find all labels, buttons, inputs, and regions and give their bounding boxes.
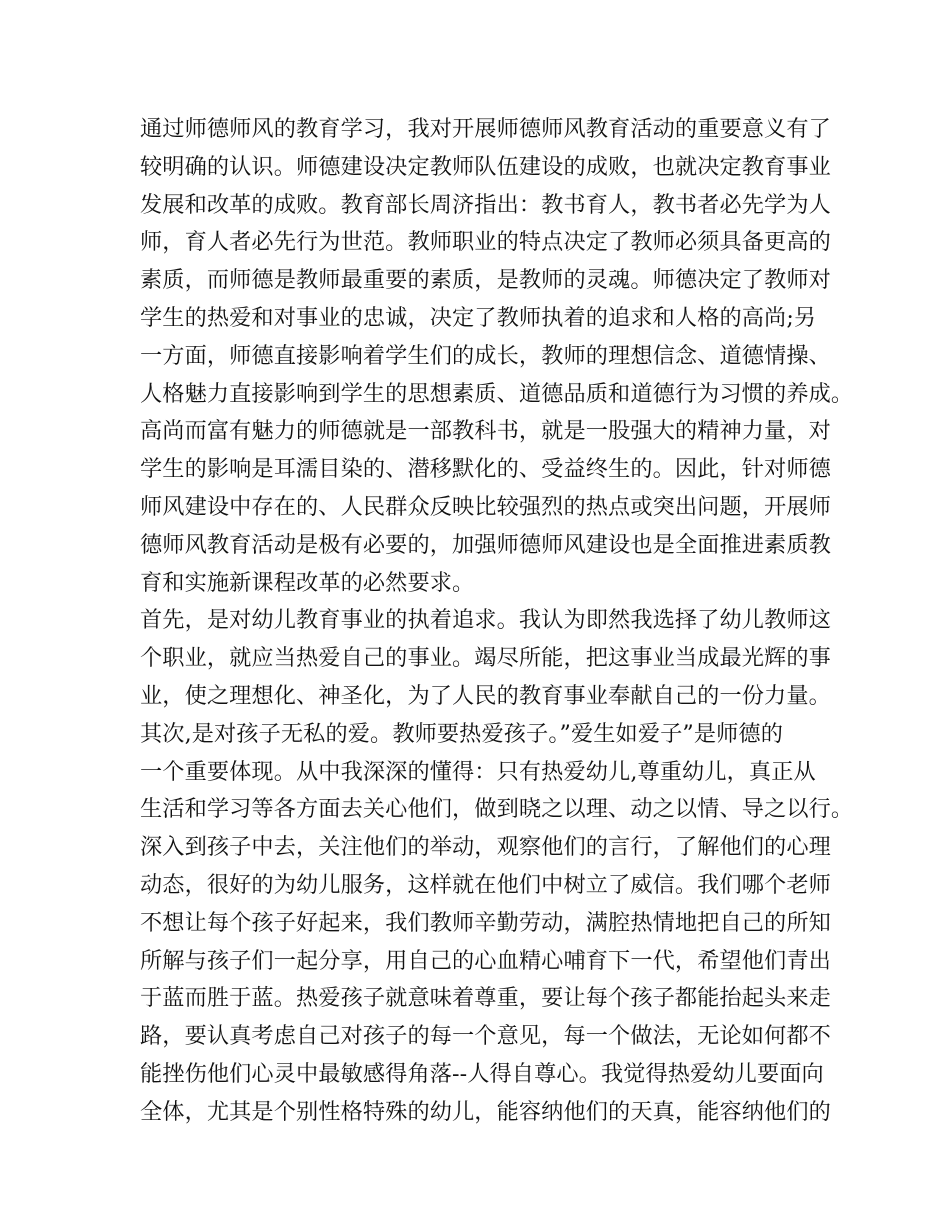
text-line: 生活和学习等各方面去关心他们，做到晓之以理、动之以情、导之以行。 [140, 796, 854, 823]
text-line: 素质，而师德是教师最重要的素质，是教师的灵魂。师德决定了教师对 [140, 267, 831, 294]
text-line: 其次,是对孩子无私的爱。教师要热爱孩子。”爱生如爱子”是师德的 [140, 720, 783, 747]
text-line: 不想让每个孩子好起来，我们教师辛勤劳动，满腔热情地把自己的所知 [140, 909, 831, 936]
text-line: 所解与孩子们一起分享，用自己的心血精心哺育下一代，希望他们青出 [140, 947, 831, 974]
text-line: 一方面，师德直接影响着学生们的成长，教师的理想信念、道德情操、 [140, 342, 831, 369]
text-line: 能挫伤他们心灵中最敏感得角落--人得自尊心。我觉得热爱幼儿要面向 [140, 1060, 824, 1087]
text-line: 个职业，就应当热爱自己的事业。竭尽所能，把这事业当成最光辉的事 [140, 645, 831, 672]
text-line: 首先，是对幼儿教育事业的执着追求。我认为即然我选择了幼儿教师这 [140, 607, 831, 634]
text-line: 师，育人者必先行为世范。教师职业的特点决定了教师必须具备更高的 [140, 229, 831, 256]
text-line: 业，使之理想化、神圣化，为了人民的教育事业奉献自己的一份力量。 [140, 682, 831, 709]
text-line: 发展和改革的成败。教育部长周济指出：教书育人，教书者必先学为人 [140, 191, 831, 218]
text-line: 较明确的认识。师德建设决定教师队伍建设的成败，也就决定教育事业 [140, 153, 831, 180]
text-line: 师风建设中存在的、人民群众反映比较强烈的热点或突出问题，开展师 [140, 493, 831, 520]
text-line: 一个重要体现。从中我深深的懂得：只有热爱幼儿,尊重幼儿，真正从 [140, 758, 816, 785]
text-line: 学生的影响是耳濡目染的、潜移默化的、受益终生的。因此，针对师德 [140, 456, 831, 483]
text-line: 高尚而富有魅力的师德就是一部教科书，就是一股强大的精神力量，对 [140, 418, 831, 445]
text-line: 深入到孩子中去，关注他们的举动，观察他们的言行，了解他们的心理 [140, 834, 831, 861]
document-body [140, 111, 854, 1132]
text-line: 于蓝而胜于蓝。热爱孩子就意味着尊重，要让每个孩子都能抬起头来走 [140, 985, 831, 1012]
text-line: 全体，尤其是个别性格特殊的幼儿，能容纳他们的天真，能容纳他们的 [140, 1098, 831, 1125]
text-line: 路，要认真考虑自己对孩子的每一个意见，每一个做法，无论如何都不 [140, 1023, 831, 1050]
text-line: 学生的热爱和对事业的忠诚，决定了教师执着的追求和人格的高尚;另 [140, 304, 817, 331]
text-line: 通过师德师风的教育学习，我对开展师德师风教育活动的重要意义有了 [140, 116, 831, 142]
text-line: 人格魅力直接影响到学生的思想素质、道德品质和道德行为习惯的养成。 [140, 380, 854, 407]
text-line: 动态，很好的为幼儿服务，这样就在他们中树立了威信。我们哪个老师 [140, 871, 831, 898]
text-line: 德师风教育活动是极有必要的，加强师德师风建设也是全面推进素质教 [140, 531, 831, 558]
text-line: 育和实施新课程改革的必然要求。 [140, 569, 475, 596]
